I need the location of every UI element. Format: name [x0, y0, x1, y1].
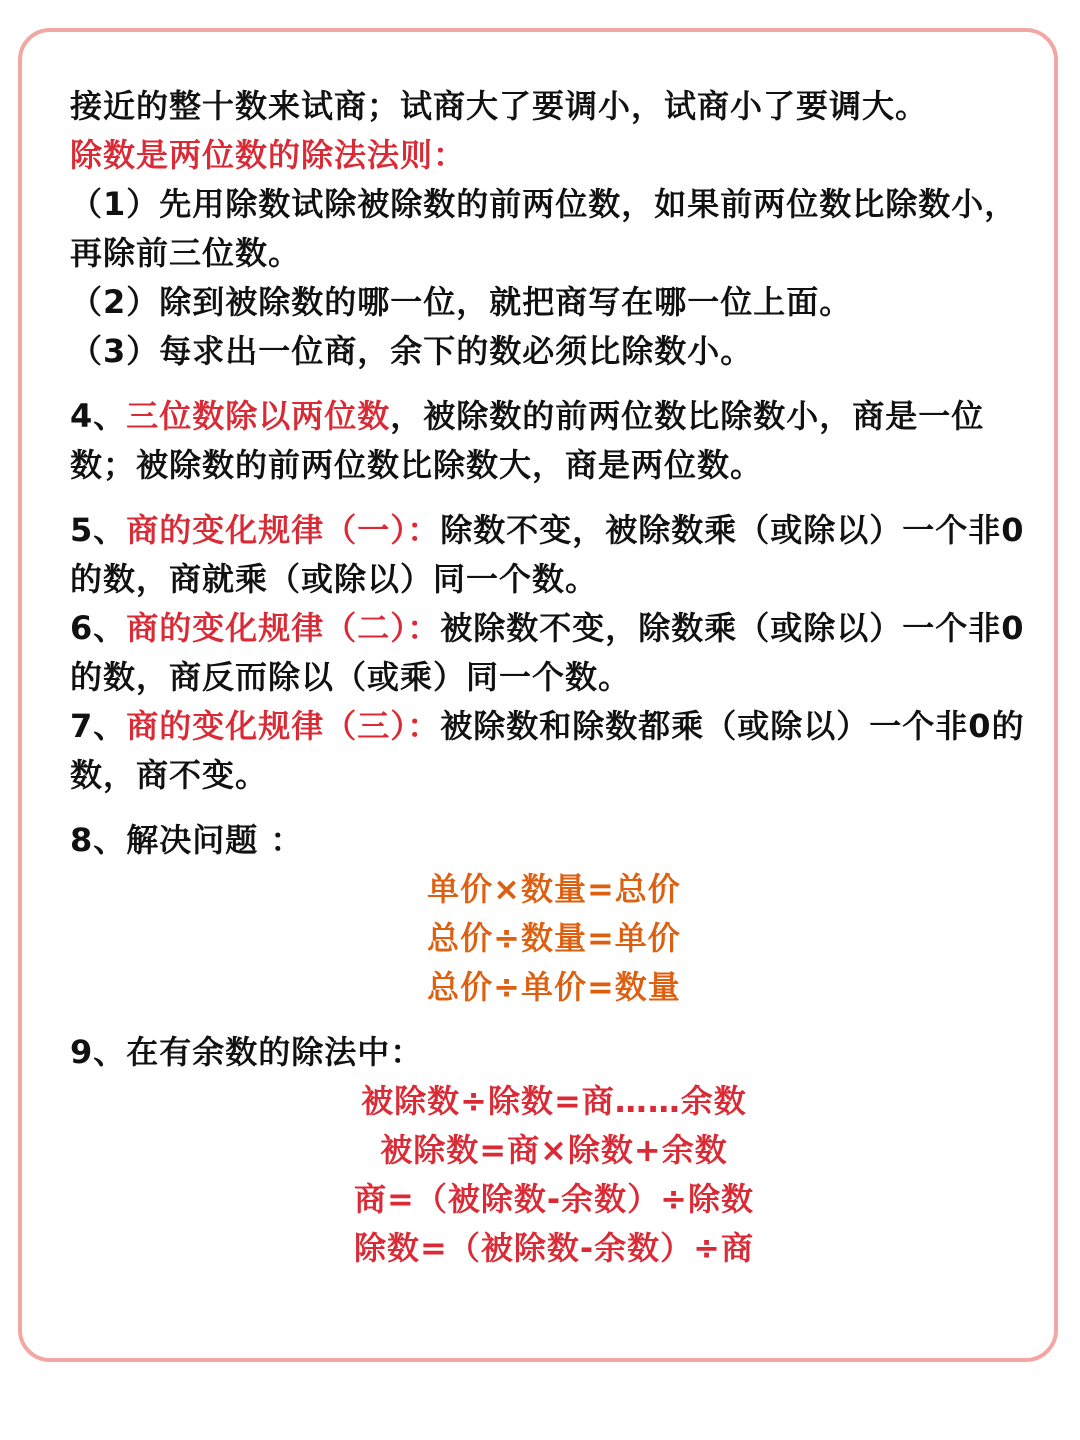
item-4: [70, 392, 1038, 490]
formula-remainder-3: 商=（被除数-余数）÷除数: [354, 1180, 754, 1218]
formula-unit-price-3: 总价÷单价=数量: [427, 968, 681, 1006]
formula-remainder-4: 除数=（被除数-余数）÷商: [354, 1229, 754, 1267]
item-5: [70, 506, 1038, 604]
item-9-title: 9、在有余数的除法中：: [70, 1033, 424, 1071]
item-4-highlight: 三位数除以两位数: [126, 397, 391, 435]
intro-text: 接近的整十数来试商；试商大了要调小，试商小了要调大。: [70, 87, 929, 125]
formula-unit-price-2: 总价÷数量=单价: [427, 919, 681, 957]
item-4-number: 4、: [70, 397, 127, 435]
notes-card: [18, 28, 1058, 1362]
rule-step-3: （3）每求出一位商，余下的数必须比除数小。: [70, 332, 754, 370]
item-6: [70, 604, 1038, 702]
formula-remainder-1: 被除数÷除数=商……余数: [361, 1082, 747, 1120]
rule-two-digit-title: 除数是两位数的除法法则：: [70, 136, 467, 174]
item-4-text: ，被除数的前两位数比除数小，商是一位数；被除数的前两位数比除数大，商是两位数。: [70, 397, 985, 484]
item-5-text: 除数不变，被除数乘（或除以）一个非0的数，商就乘（或除以）同一个数。: [70, 511, 1025, 598]
item-8-title: 8、解决问题 ：: [70, 821, 304, 859]
item-6-highlight: 商的变化规律（二）：: [126, 609, 441, 647]
item-7-number: 7、: [70, 707, 127, 745]
item-7: [70, 702, 1038, 800]
formula-remainder-2: 被除数=商×除数+余数: [380, 1131, 728, 1169]
item-7-text: 被除数和除数都乘（或除以）一个非0的数，商不变。: [70, 707, 1025, 794]
rule-step-1: （1）先用除数试除被除数的前两位数，如果前两位数比除数小，再除前三位数。: [70, 185, 1018, 272]
rule-step-2: （2）除到被除数的哪一位，就把商写在哪一位上面。: [70, 283, 853, 321]
item-6-text: 被除数不变，除数乘（或除以）一个非0的数，商反而除以（或乘）同一个数。: [70, 609, 1025, 696]
item-5-number: 5、: [70, 511, 127, 549]
item-6-number: 6、: [70, 609, 127, 647]
notes-content: [70, 82, 1038, 1273]
item-7-highlight: 商的变化规律（三）：: [126, 707, 441, 745]
formula-unit-price-1: 单价×数量=总价: [427, 870, 681, 908]
item-5-highlight: 商的变化规律（一）：: [126, 511, 441, 549]
